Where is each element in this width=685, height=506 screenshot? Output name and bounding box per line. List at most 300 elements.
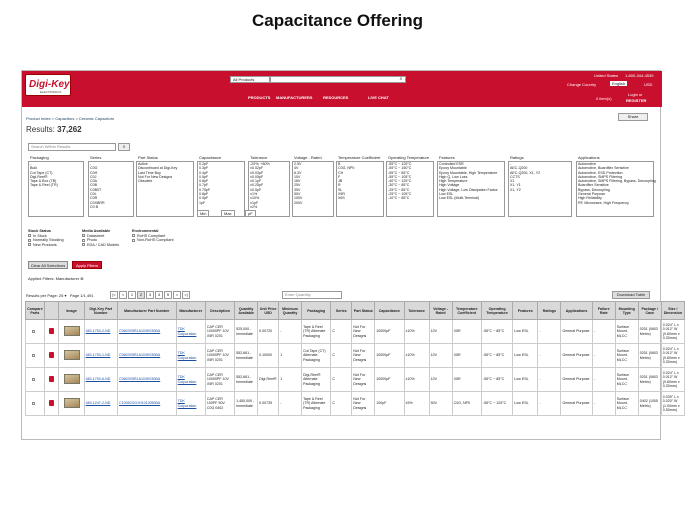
- filter-option[interactable]: C0B0T: [90, 187, 102, 192]
- filter-option[interactable]: Automotive, SMPS Filtering, Bypass, Decoupling: [578, 179, 656, 184]
- stock-new-products[interactable]: New Products: [28, 243, 64, 248]
- filter-option[interactable]: C0A: [90, 179, 97, 184]
- filter-option[interactable]: -55°C ~ 85°C: [388, 170, 410, 175]
- cell-tol: ±5%: [404, 392, 429, 416]
- cell-size: 0.024" L x 0.012" W (0.60mm x 0.30mm): [661, 368, 684, 392]
- cell-temp: X5R: [452, 320, 481, 344]
- media-photo[interactable]: Photo: [82, 238, 119, 243]
- cell-cap: 10000pF: [375, 344, 404, 368]
- search-within-button[interactable]: ⌕: [118, 143, 130, 151]
- filter-option[interactable]: 0.2pF: [199, 162, 209, 166]
- pdf-icon[interactable]: [49, 352, 54, 358]
- cell-mfr[interactable]: TDK Corporation: [176, 392, 205, 416]
- datasheet-cell[interactable]: [44, 344, 59, 368]
- filter-option[interactable]: 50V: [294, 192, 301, 197]
- filter-list-7[interactable]: [386, 161, 434, 217]
- filter-option[interactable]: Cut Tape (CT): [30, 170, 53, 175]
- cell-app: General Purpose: [561, 344, 592, 368]
- cell-status: Not For New Designs: [352, 368, 375, 392]
- filter-option[interactable]: ±1%: [250, 192, 258, 197]
- slide-title: Capacitance Offering: [252, 11, 423, 30]
- filter-option[interactable]: R: [338, 183, 341, 188]
- filter-option[interactable]: -: [90, 162, 92, 166]
- filter-heading-0: Packaging: [30, 155, 49, 160]
- filter-heading-5: Voltage - Rated: [294, 155, 322, 160]
- cell-mfr[interactable]: TDK Corporation: [176, 320, 205, 344]
- filter-heading-10: Applications: [578, 155, 600, 160]
- filter-option[interactable]: 2.5V: [294, 162, 302, 166]
- column-header[interactable]: Series: [331, 302, 352, 320]
- filter-list-5[interactable]: [292, 161, 334, 217]
- table-row[interactable]: [26, 320, 685, 344]
- filter-option[interactable]: -55°C ~ 150°C: [388, 166, 412, 171]
- image-cell[interactable]: [59, 320, 84, 344]
- page-button[interactable]: 4: [155, 291, 163, 299]
- cell-fail: -: [592, 320, 615, 344]
- filter-option[interactable]: -30°C ~ 85°C: [388, 183, 410, 188]
- column-header[interactable]: Features: [513, 302, 538, 320]
- column-header[interactable]: Digi-Key Part Number: [84, 302, 117, 320]
- image-cell[interactable]: [59, 368, 84, 392]
- cell-desc: CAP CER 10000PF 10V X5R 0201: [205, 344, 234, 368]
- filter-option[interactable]: Automotive: [578, 162, 596, 166]
- search-within-input[interactable]: Search Within Results: [28, 143, 116, 151]
- filter-heading-8: Features: [439, 155, 455, 160]
- column-header[interactable]: Minimum Quantity: [279, 302, 302, 320]
- filter-list-10[interactable]: [576, 161, 654, 217]
- filter-option[interactable]: Obsolete: [138, 179, 153, 184]
- filter-heading-6: Temperature Coefficient: [338, 155, 381, 160]
- download-table-button[interactable]: Download Table: [612, 291, 650, 299]
- logo-subtext: ELECTRONICS: [40, 90, 62, 94]
- filter-option[interactable]: CCTS: [510, 174, 520, 179]
- cell-dk[interactable]: 445-1247-2-ND: [84, 392, 117, 416]
- phone-number: 1-800-344-4539: [625, 73, 654, 78]
- cell-fail: -: [592, 344, 615, 368]
- filter-option[interactable]: 25V: [294, 183, 301, 188]
- filter-list-2[interactable]: [136, 161, 194, 217]
- cell-mount: Surface Mount, MLCC: [615, 392, 638, 416]
- env-non-rohs[interactable]: Non-RoHS Compliant: [132, 238, 174, 243]
- filter-option[interactable]: -20%, +80%: [250, 162, 270, 166]
- filter-option[interactable]: 1pF: [199, 200, 206, 205]
- cell-mfr[interactable]: TDK Corporation: [176, 368, 205, 392]
- cell-min: -: [279, 320, 302, 344]
- cell-dk[interactable]: 445-1753-1-ND: [84, 344, 117, 368]
- header-bar: [22, 71, 662, 107]
- register-link[interactable]: REGISTER: [626, 98, 647, 103]
- filter-option[interactable]: 0.75pF: [199, 187, 211, 192]
- cell-op: -55°C ~ 85°C: [481, 320, 512, 344]
- cell-mount: Surface Mount, MLCC: [615, 320, 638, 344]
- compare-checkbox[interactable]: [26, 320, 45, 344]
- pdf-icon[interactable]: [49, 400, 54, 406]
- table-row[interactable]: [26, 344, 685, 368]
- checkbox-icon[interactable]: [32, 354, 35, 357]
- basket-count[interactable]: 0 item(s): [596, 96, 612, 101]
- filter-list-9[interactable]: [508, 161, 572, 217]
- filter-option[interactable]: C0G, NP0: [338, 166, 355, 171]
- cell-series: C: [331, 392, 352, 416]
- cell-volt: 50V: [429, 392, 452, 416]
- filter-list-6[interactable]: [336, 161, 384, 217]
- share-button[interactable]: Share: [618, 113, 648, 121]
- cell-tol: ±10%: [404, 344, 429, 368]
- datasheet-cell[interactable]: [44, 368, 59, 392]
- filter-option[interactable]: 16V: [294, 179, 301, 184]
- filter-heading-3: Capacitance: [199, 155, 222, 160]
- filter-list-0[interactable]: [28, 161, 84, 217]
- column-header[interactable]: Tolerance: [404, 302, 429, 320]
- page-button[interactable]: 5: [164, 291, 172, 299]
- filter-option[interactable]: AEC-Q200: [510, 166, 528, 171]
- filter-option[interactable]: C0XBRR: [90, 200, 105, 205]
- cell-qty: 552,661 - Immediate: [235, 344, 258, 368]
- nav-manufacturers[interactable]: MANUFACTURERS: [276, 95, 313, 100]
- cell-temp: X5R: [452, 368, 481, 392]
- filter-option[interactable]: 0.5pF: [199, 174, 209, 179]
- filter-option[interactable]: Digi-Reel®: [30, 174, 48, 179]
- column-header[interactable]: Mounting Type: [615, 302, 638, 320]
- filter-option[interactable]: ±0.03pF: [250, 170, 264, 175]
- filter-heading-7: Operating Temperature: [388, 155, 430, 160]
- column-header[interactable]: Manufacturer: [176, 302, 205, 320]
- compare-checkbox[interactable]: [26, 368, 45, 392]
- cell-feat: Low ESL: [513, 392, 538, 416]
- filter-option[interactable]: High Voltage, Low Dissipation Factor: [439, 187, 498, 192]
- digikey-logo[interactable]: [25, 74, 71, 96]
- filter-option[interactable]: 35V: [294, 187, 301, 192]
- cell-pkg: 0201 (0603 Metric): [638, 344, 661, 368]
- cell-rat: -: [538, 392, 561, 416]
- country-label: United States: [594, 73, 619, 78]
- nav-resources[interactable]: RESOURCES: [323, 95, 349, 100]
- filter-option[interactable]: Boardflex Sensitive: [578, 183, 609, 188]
- breadcrumb[interactable]: Product Index > Capacitors > Ceramic Capacitors: [26, 116, 115, 121]
- cell-series: C: [331, 344, 352, 368]
- filter-option[interactable]: Automotive, ESD Protection: [578, 170, 623, 175]
- clear-all-button[interactable]: Clear All Selections: [28, 261, 68, 269]
- cell-size: 0.024" L x 0.012" W (0.60mm x 0.30mm): [661, 320, 684, 344]
- filter-option[interactable]: ±0.1pF: [250, 179, 262, 184]
- cell-min: -: [279, 392, 302, 416]
- filter-option[interactable]: C0B: [90, 183, 97, 188]
- page-button[interactable]: 1: [128, 291, 136, 299]
- filter-option[interactable]: 100V: [294, 196, 303, 201]
- filter-list-4[interactable]: [248, 161, 290, 217]
- column-header[interactable]: Package / Case: [638, 302, 661, 320]
- cell-pack: Tape & Reel (TR) Alternate Packaging: [302, 392, 331, 416]
- column-header[interactable]: [44, 302, 59, 320]
- cell-mpn[interactable]: C0603X5R1A103K030BA: [118, 368, 177, 392]
- filter-option[interactable]: -: [30, 162, 32, 166]
- cell-temp: X5R: [452, 344, 481, 368]
- filter-heading-9: Ratings: [510, 155, 524, 160]
- page-button[interactable]: 3: [146, 291, 154, 299]
- filter-option[interactable]: ±1pF: [250, 200, 259, 205]
- filter-option[interactable]: X1, Y2: [510, 187, 521, 192]
- table-row[interactable]: [26, 392, 685, 416]
- checkbox-icon[interactable]: [32, 330, 35, 333]
- logo-text: Digi-Key: [29, 79, 70, 90]
- stock-status-group: [28, 229, 64, 247]
- column-header[interactable]: Packaging: [302, 302, 331, 320]
- filter-heading-4: Tolerance: [250, 155, 268, 160]
- cell-mpn[interactable]: C0603X5R1A103K030BA: [118, 320, 177, 344]
- login-link[interactable]: Login or: [628, 92, 643, 97]
- search-input[interactable]: [270, 76, 406, 83]
- page-button[interactable]: >: [173, 291, 181, 299]
- filter-option[interactable]: Automotive, SMPS Filtering: [578, 174, 622, 179]
- filter-option[interactable]: General Purpose: [578, 192, 606, 197]
- media-datasheet[interactable]: Datasheet: [82, 234, 119, 239]
- cell-app: General Purpose: [561, 392, 592, 416]
- column-header[interactable]: Description: [205, 302, 234, 320]
- filter-option[interactable]: Tape & Box (TB): [30, 179, 57, 184]
- filter-option[interactable]: C0G: [90, 166, 98, 171]
- search-icon[interactable]: ⌕: [399, 76, 403, 82]
- filter-option[interactable]: C0R: [90, 196, 98, 201]
- results-per-page[interactable]: Results per Page: 25 ▾ Page 1/1,491: [26, 293, 94, 298]
- filter-option[interactable]: B: [338, 162, 341, 166]
- checkbox-icon[interactable]: [32, 402, 35, 405]
- filter-list-8[interactable]: [437, 161, 505, 217]
- stock-normally-stocking[interactable]: Normally Stocking: [28, 238, 64, 243]
- capacitor-thumbnail[interactable]: [64, 374, 80, 384]
- page-button[interactable]: 2: [137, 291, 145, 299]
- filter-option[interactable]: Bulk: [30, 166, 37, 171]
- search-category-select[interactable]: All Products: [230, 76, 270, 83]
- column-header[interactable]: Ratings: [538, 302, 561, 320]
- filter-option[interactable]: F: [338, 174, 341, 179]
- filter-option[interactable]: C0H: [90, 170, 98, 175]
- cell-cap: 100pF: [375, 392, 404, 416]
- filter-option[interactable]: -25°C ~ 105°C: [388, 192, 412, 197]
- column-header[interactable]: Compare Parts: [26, 302, 45, 320]
- filter-option[interactable]: X1: [510, 179, 515, 184]
- filter-option[interactable]: Automotive, Boardflex Sensitive: [578, 166, 629, 171]
- capacitor-thumbnail[interactable]: [64, 350, 80, 360]
- image-cell[interactable]: [59, 392, 84, 416]
- table-header-row: [26, 302, 685, 320]
- filter-option[interactable]: 0.4pF: [199, 170, 209, 175]
- cell-pkg: 0402 (1005 Metric): [638, 392, 661, 416]
- cell-mfr[interactable]: TDK Corporation: [176, 344, 205, 368]
- enter-quantity-input[interactable]: Enter Quantity: [282, 291, 342, 299]
- stock-in-stock[interactable]: In Stock: [28, 234, 64, 239]
- filter-option[interactable]: C0L: [90, 192, 97, 197]
- filter-option[interactable]: ±0.25pF: [250, 183, 264, 188]
- stock-status-heading: Stock Status: [28, 229, 51, 233]
- cell-volt: 10V: [429, 368, 452, 392]
- cell-price: 0.00739: [258, 392, 279, 416]
- media-heading: Media Available: [82, 229, 111, 233]
- filter-option[interactable]: High Temperature: [439, 179, 468, 184]
- filter-option[interactable]: 0.7pF: [199, 183, 209, 188]
- column-header[interactable]: Applications: [561, 302, 592, 320]
- filter-option[interactable]: High Q, Low Loss: [439, 174, 468, 179]
- results-table: [25, 301, 685, 416]
- column-header[interactable]: Operating Temperature: [481, 302, 512, 320]
- cell-price: Digi-Reel®: [258, 368, 279, 392]
- column-header[interactable]: Unit Price USD: [258, 302, 279, 320]
- filter-option[interactable]: 200V: [294, 200, 303, 205]
- filter-option[interactable]: ±0.05pF: [250, 174, 264, 179]
- filter-option[interactable]: Not For New Designs: [138, 174, 173, 179]
- cell-dk[interactable]: 445-1753-6-ND: [84, 368, 117, 392]
- cell-pkg: 0201 (0603 Metric): [638, 320, 661, 344]
- unit-pf-input[interactable]: pF: [245, 210, 256, 217]
- filter-option[interactable]: Epoxy Mountable, High Temperature: [439, 170, 498, 175]
- cell-feat: Low ESL: [513, 320, 538, 344]
- cell-qty: 552,661 - Immediate: [235, 368, 258, 392]
- column-header[interactable]: Manufacturer Part Number: [118, 302, 177, 320]
- filter-option[interactable]: 4V: [294, 166, 299, 171]
- filter-option[interactable]: 6.3V: [294, 170, 302, 175]
- datasheet-cell[interactable]: [44, 320, 59, 344]
- cell-feat: Low ESL: [513, 344, 538, 368]
- env-rohs[interactable]: RoHS Compliant: [132, 234, 174, 239]
- cell-rat: -: [538, 320, 561, 344]
- column-header[interactable]: Failure Rate: [592, 302, 615, 320]
- media-available-group: [82, 229, 119, 247]
- nav-live-chat[interactable]: LIVE CHAT: [368, 95, 389, 100]
- filter-option[interactable]: -55°C ~ 125°C: [388, 162, 412, 166]
- column-header[interactable]: Capacitance: [375, 302, 404, 320]
- filter-option[interactable]: CH: [338, 170, 344, 175]
- cell-status: Not For New Designs: [352, 320, 375, 344]
- column-header[interactable]: Voltage - Rated: [429, 302, 452, 320]
- cell-mpn[interactable]: C0603X5R1A103K030BA: [118, 344, 177, 368]
- filter-option[interactable]: 0.6pF: [199, 179, 209, 184]
- table-row[interactable]: [26, 368, 685, 392]
- compare-checkbox[interactable]: [26, 344, 45, 368]
- digikey-screenshot: [21, 70, 683, 440]
- results-number: 37,262: [57, 125, 82, 134]
- cell-mount: Surface Mount, MLCC: [615, 368, 638, 392]
- filter-option[interactable]: 0.3pF: [199, 166, 209, 171]
- cell-price: 0.00720: [258, 320, 279, 344]
- filter-option[interactable]: ±0.5pF: [250, 187, 262, 192]
- environmental-group: [132, 229, 174, 243]
- page-button[interactable]: <: [119, 291, 127, 299]
- column-header[interactable]: Quantity Available: [235, 302, 258, 320]
- results-count: [26, 125, 82, 134]
- filter-list-3[interactable]: [197, 161, 245, 217]
- filter-option[interactable]: SL: [338, 187, 343, 192]
- cell-rat: -: [538, 368, 561, 392]
- filter-option[interactable]: -25°C ~ 85°C: [388, 187, 410, 192]
- filter-option[interactable]: X1, Y1: [510, 183, 521, 188]
- filter-option[interactable]: JB: [338, 179, 343, 184]
- page-button[interactable]: >|: [182, 291, 190, 299]
- filter-option[interactable]: ±10%: [250, 196, 260, 201]
- filter-option[interactable]: -55°C ~ 105°C: [388, 174, 412, 179]
- cell-cap: 10000pF: [375, 320, 404, 344]
- filter-option[interactable]: RF, Microwave, High Frequency: [578, 200, 629, 205]
- nav-products[interactable]: PRODUCTS: [248, 95, 271, 100]
- filter-option[interactable]: -: [510, 162, 512, 166]
- apply-filters-button[interactable]: Apply Filters: [72, 261, 102, 269]
- filter-option[interactable]: 0.9pF: [199, 196, 209, 201]
- min-label-input[interactable]: Min: [197, 210, 209, 217]
- media-eda[interactable]: EDA / CAD Models: [82, 243, 119, 248]
- filter-option[interactable]: -10°C ~ 85°C: [388, 196, 410, 201]
- cell-mpn[interactable]: C1005C0G1H101J050BA: [118, 392, 177, 416]
- cell-pkg: 0201 (0603 Metric): [638, 368, 661, 392]
- cell-qty: 1,450,000 - Immediate: [235, 392, 258, 416]
- applied-filters[interactable]: Applied Filters: Manufacturer ⊗: [28, 276, 84, 281]
- cell-size: 0.039" L x 0.020" W (1.00mm x 0.50mm): [661, 392, 684, 416]
- cell-tol: ±10%: [404, 368, 429, 392]
- filter-option[interactable]: 10V: [294, 174, 301, 179]
- filter-option[interactable]: High Voltage: [439, 183, 460, 188]
- cell-qty: 525,000 - Immediate: [235, 320, 258, 344]
- cell-app: General Purpose: [561, 320, 592, 344]
- filter-option[interactable]: Discontinued at Digi-Key: [138, 166, 178, 171]
- max-label-input[interactable]: Max: [221, 210, 235, 217]
- filter-option[interactable]: Last Time Buy: [138, 170, 161, 175]
- cell-op: -55°C ~ 85°C: [481, 368, 512, 392]
- filter-option[interactable]: X5R: [338, 192, 345, 197]
- page-button[interactable]: |<: [110, 291, 118, 299]
- filter-option[interactable]: ±0.02pF: [250, 166, 264, 171]
- cell-app: General Purpose: [561, 368, 592, 392]
- filter-option[interactable]: C0 B: [90, 204, 98, 209]
- checkbox-icon[interactable]: [32, 378, 35, 381]
- filter-option[interactable]: Bypass, Decoupling: [578, 187, 610, 192]
- filter-option[interactable]: Low ESL (Multi-Terminal): [439, 196, 480, 201]
- filter-option[interactable]: ±2%: [250, 204, 258, 209]
- change-country-link[interactable]: Change Country: [567, 82, 597, 87]
- cell-dk[interactable]: 445-1753-2-ND: [84, 320, 117, 344]
- cell-mount: Surface Mount, MLCC: [615, 344, 638, 368]
- filter-option[interactable]: X6S: [338, 196, 345, 201]
- currency-select[interactable]: USD: [644, 82, 653, 87]
- filter-option[interactable]: -40°C ~ 125°C: [388, 179, 412, 184]
- filter-list-1[interactable]: [88, 161, 134, 217]
- cell-pack: Tape & Reel (TR) Alternate Packaging: [302, 320, 331, 344]
- datasheet-cell[interactable]: [44, 392, 59, 416]
- column-header[interactable]: Part Status: [352, 302, 375, 320]
- cell-volt: 10V: [429, 320, 452, 344]
- capacitor-thumbnail[interactable]: [64, 326, 80, 336]
- filter-option[interactable]: AEC-Q200, X1, Y2: [510, 170, 541, 175]
- filter-option[interactable]: Active: [138, 162, 148, 166]
- filter-option[interactable]: Epoxy Mountable: [439, 166, 467, 171]
- pdf-icon[interactable]: [49, 376, 54, 382]
- language-select[interactable]: English: [612, 81, 626, 86]
- column-header[interactable]: Temperature Coefficient: [452, 302, 481, 320]
- cell-fail: -: [592, 368, 615, 392]
- filter-option[interactable]: 0.8pF: [199, 192, 209, 197]
- pdf-icon[interactable]: [49, 328, 54, 334]
- column-header[interactable]: Image: [59, 302, 84, 320]
- cell-min: 1: [279, 344, 302, 368]
- cell-price: 0.10000: [258, 344, 279, 368]
- filter-option[interactable]: Low ESL: [439, 192, 454, 197]
- column-header[interactable]: Size / Dimension: [661, 302, 684, 320]
- cell-desc: CAP CER 100PF 50V C0G 0402: [205, 392, 234, 416]
- image-cell[interactable]: [59, 344, 84, 368]
- filter-option[interactable]: C0J: [90, 174, 97, 179]
- filter-option[interactable]: Tape & Reel (TR): [30, 183, 58, 188]
- capacitor-thumbnail[interactable]: [64, 398, 80, 408]
- filter-option[interactable]: Controlled ESR: [439, 162, 464, 166]
- compare-checkbox[interactable]: [26, 392, 45, 416]
- filter-option[interactable]: High Reliability: [578, 196, 602, 201]
- filter-heading-1: Series: [90, 155, 102, 160]
